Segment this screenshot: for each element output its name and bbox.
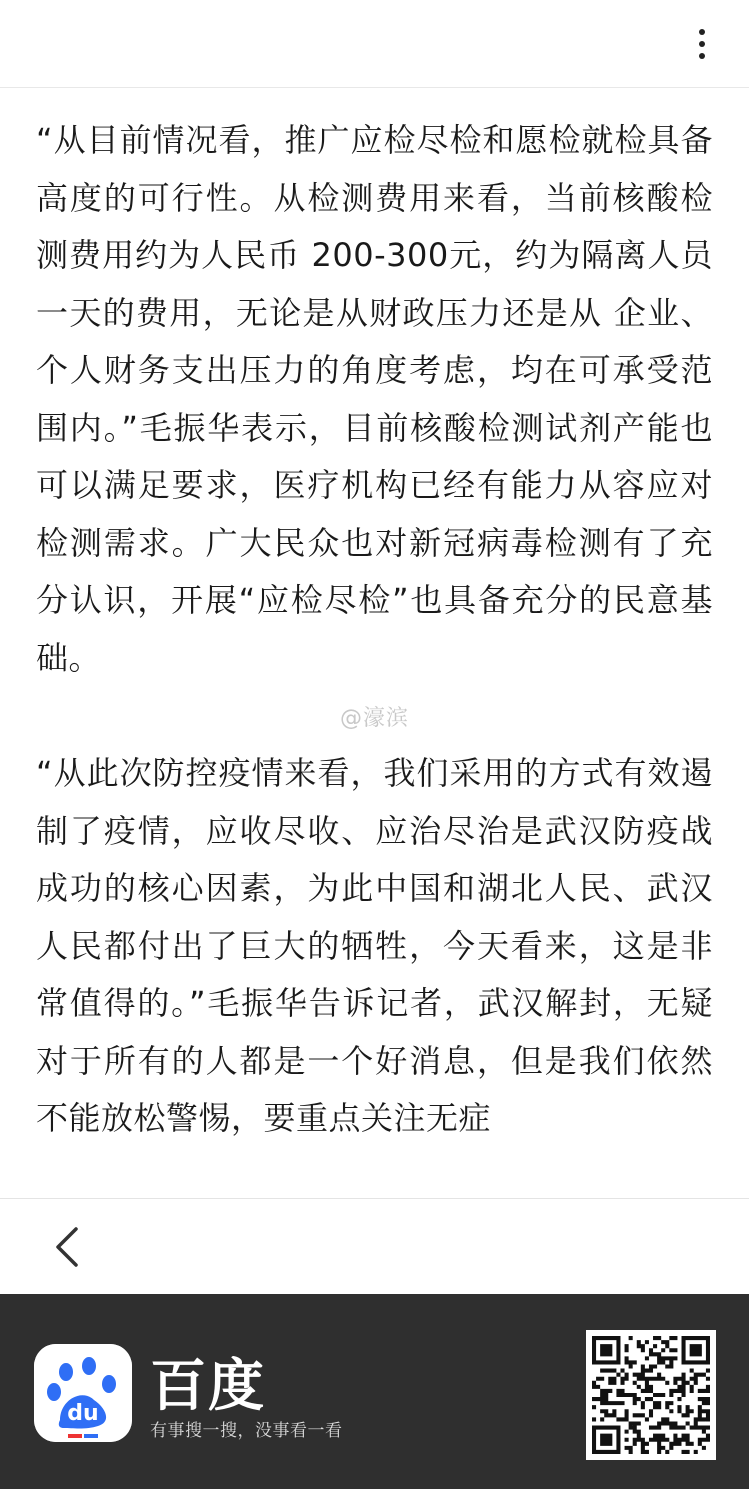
more-vertical-icon-dot xyxy=(699,53,705,59)
more-vertical-icon xyxy=(699,29,705,35)
baidu-app-icon[interactable] xyxy=(34,1344,132,1442)
more-options-button[interactable] xyxy=(685,22,719,66)
article-body xyxy=(0,88,749,1198)
top-bar xyxy=(0,0,749,88)
bottom-nav-bar xyxy=(0,1198,749,1294)
back-button[interactable] xyxy=(44,1223,92,1271)
qr-code xyxy=(586,1330,716,1460)
baidu-paw-logo-icon xyxy=(34,1344,132,1442)
article-paragraph: “从此次防控疫情来看，我们采用的方式有效遏制了疫情，应收尽收、应治尽治是武汉防疫战成功的核心因素，为此中国和湖北人民、武汉人民都付出了巨大的牺牲，今天看来，这是非常值得的。”毛振华告诉记者，武汉解封，无疑对于所有的人都是一个好消息，但是我们依然不能放松警惕，要重点关注无症 xyxy=(36,754,713,1137)
brand-slogan: 有事搜一搜，没事看一看 xyxy=(150,1421,343,1441)
article-paragraph: “从目前情况看，推广应检尽检和愿检就检具备高度的可行性。从检测费用来看，当前核酸检测费用约为人民币 200-300元，约为隔离人员一天的费用，无论是从财政压力还是从 企业、个人财务支出压力的角度考虑，均在可承受范围内。”毛振华表示，目前核酸检测试剂产能也可以满足要求，医疗机构已经有能力从容应对检测需求。广大民众也对新冠病毒检测有了充分认识，开展“应检尽检”也具备充分的民意基础。 xyxy=(36,121,713,677)
app-promo-footer xyxy=(0,1294,749,1489)
more-vertical-icon-dot xyxy=(699,41,705,47)
qr-code-icon xyxy=(592,1336,710,1454)
watermark: @濠滨 xyxy=(339,705,409,731)
chevron-left-icon xyxy=(44,1223,92,1271)
brand-name: 百度 xyxy=(150,1354,266,1419)
svg-text:du: du xyxy=(67,1401,99,1426)
